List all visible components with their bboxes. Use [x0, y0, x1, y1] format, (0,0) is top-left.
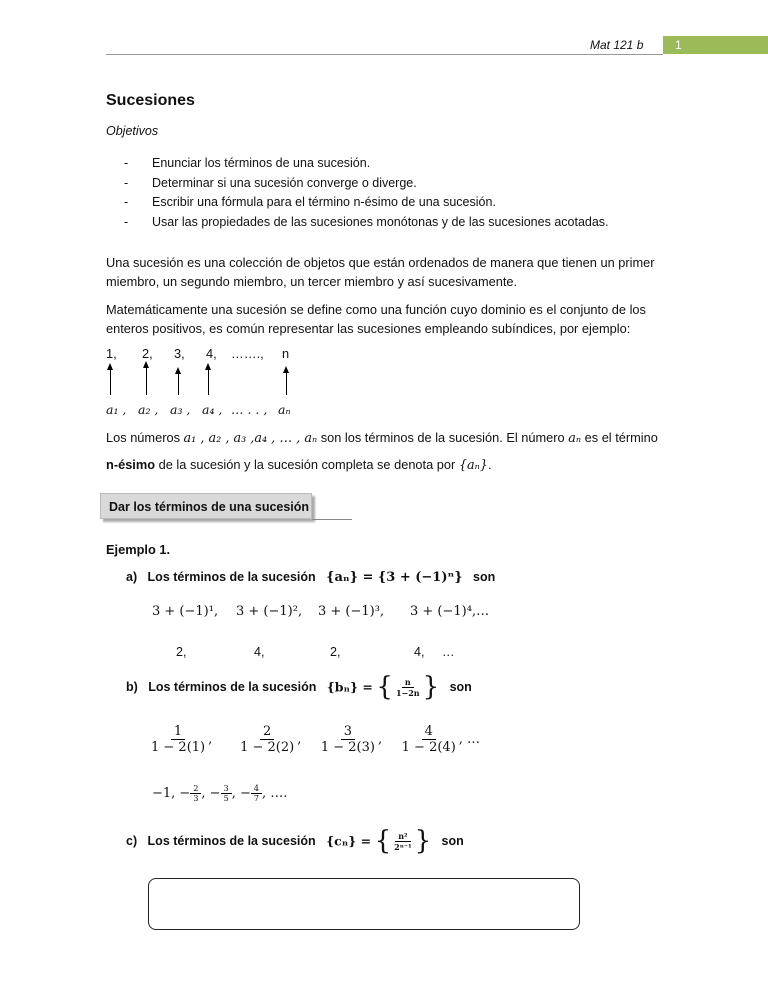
arrow-up-icon — [146, 367, 147, 395]
item-b-fractions: $\frac{1}{1 - 2(1)}$ , $\frac{2}{1 - 2(2)}$ , $\frac{3}{1 - 2(3)}$ , $\frac{4}{1 - 2(4)}$ , … — [151, 724, 481, 755]
objectives-list — [124, 154, 609, 232]
item-b: b) Los términos de la sucesión {bₙ} = { $\frac{n}{1-2n}$ } son — [126, 672, 472, 702]
list-item: - Usar las propiedades de las sucesiones monótonas y de las sucesiones acotadas. — [124, 214, 609, 229]
arrow-up-icon — [208, 369, 209, 395]
example-title: Ejemplo 1. — [106, 542, 171, 557]
header-course: Mat 121 b — [590, 38, 644, 52]
paragraph-notation: n-ésimo de la sucesión y la sucesión completa se denota por {aₙ}. — [106, 457, 492, 473]
item-b-simplified: −1, − $\frac{2}{3}$ , − $\frac{3}{5}$ , − $\frac{4}{7}$ , …. — [152, 784, 288, 803]
answer-box — [148, 878, 580, 930]
paragraph-math-definition: Matemáticamente una sucesión se define como una función cuyo dominio es el conjunto de los enteros positivos, es común representar las sucesiones empleando subíndices, por ejemplo: — [106, 302, 646, 336]
arrow-up-icon — [110, 369, 111, 395]
paragraph-definition: Una sucesión es una colección de objetos que están ordenados de manera que tienen un primer miembro, un segundo miembro, un tercer miembro y así sucesivamente. — [106, 255, 655, 289]
item-a: a) Los términos de la sucesión {aₙ} = {3 + (−1)ⁿ} son — [126, 570, 496, 585]
section-divider — [312, 519, 352, 520]
list-item: - Escribir una fórmula para el término n-ésimo de una sucesión. — [124, 195, 496, 209]
objectives-label: Objetivos — [106, 124, 159, 138]
list-item: - Determinar si una sucesión converge o diverge. — [124, 175, 417, 190]
list-item: - Enunciar los términos de una sucesión. — [124, 156, 371, 170]
arrow-up-icon — [178, 373, 179, 395]
page-title: Sucesiones — [106, 92, 195, 109]
section-heading: Dar los términos de una sucesión — [100, 493, 312, 519]
header-divider — [106, 54, 663, 55]
item-c: c) Los términos de la sucesión {cₙ} = { $\frac{\text{n²}}{\text{2ⁿ⁻¹}}$ } son — [126, 826, 464, 856]
paragraph-terms: Los números a₁ , a₂ , a₃ ,a₄ , … , aₙ son los términos de la sucesión. El número aₙ es el término — [106, 430, 658, 446]
arrow-up-icon — [286, 372, 287, 395]
page-number: 1 — [675, 38, 682, 52]
